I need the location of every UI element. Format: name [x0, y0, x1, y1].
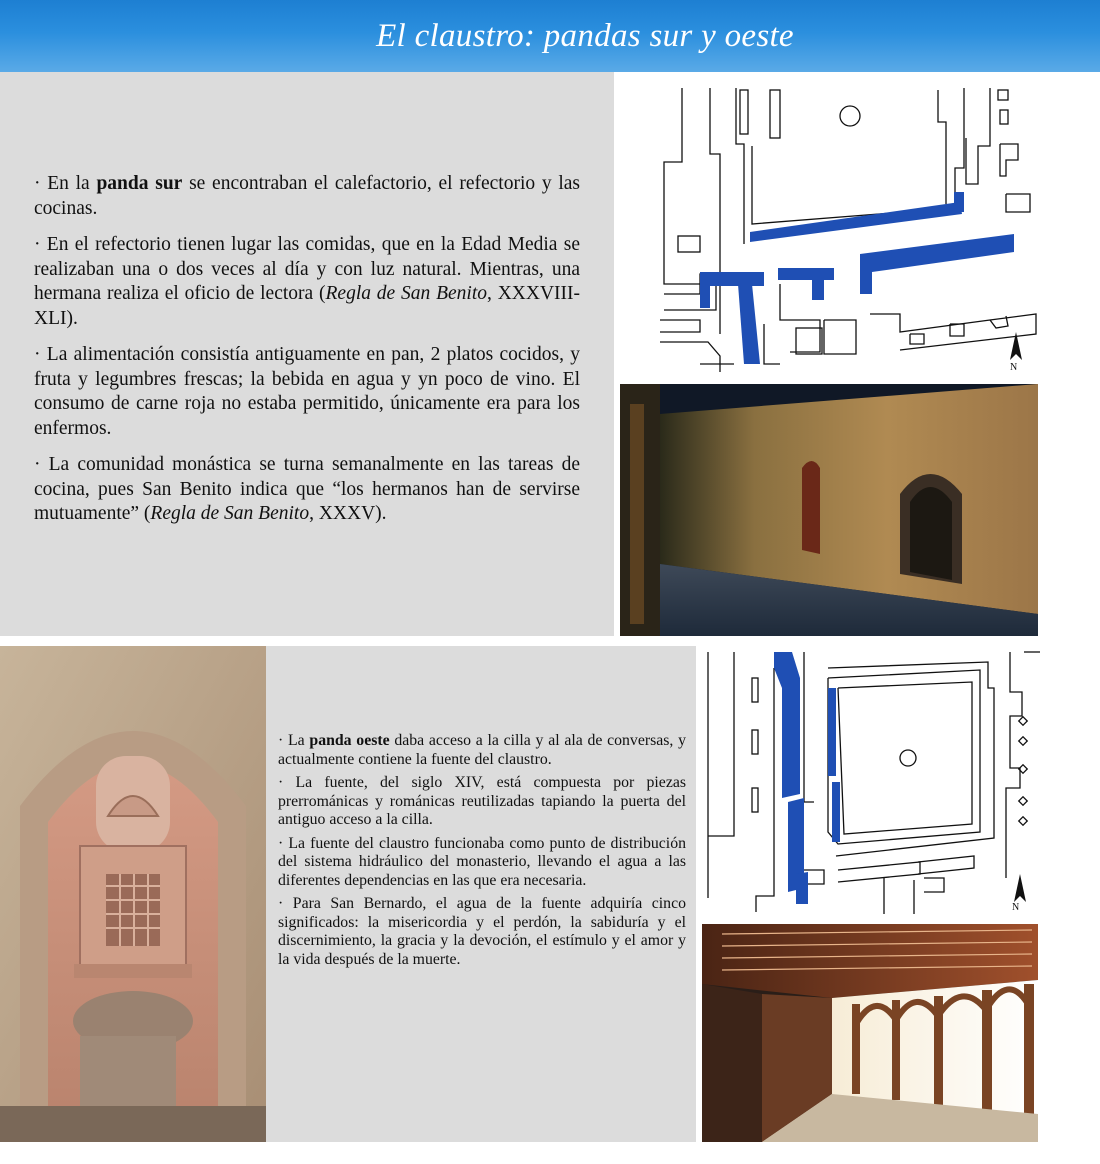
north-label: N: [1010, 362, 1018, 372]
arcade-image: [702, 924, 1038, 1142]
south-text: [34, 172, 580, 539]
west-paragraph-2: · La fuente, del siglo XIV, está compuesta por piezas prerrománicas y románicas reutilizadas tapiando la puerta del antiguo acceso a la cilla.: [278, 774, 686, 828]
west-paragraph-3: · La fuente del claustro funcionaba como punto de distribución del sistema hidráulico del monasterio, llevando el agua a las diferentes dependencias en las que era necesaria.: [278, 834, 686, 889]
south-paragraph-1: · En la panda sur se encontraban el calefactorio, el refectorio y las cocinas.: [34, 173, 580, 219]
cloister-arcade-photo: [702, 924, 1038, 1142]
west-wing-plan: [704, 648, 1040, 916]
south-paragraph-4: · La comunidad monástica se turna semanalmente en las tareas de cocina, pues San Benito indica que “los hermanos han de servirse mutuamente” (Regla de San Benito, XXXV).: [34, 454, 580, 524]
header-banner: [0, 0, 1100, 72]
north-label: N: [1012, 902, 1020, 913]
corridor-image: [620, 384, 1038, 636]
west-paragraph-1: · La panda oeste daba acceso a la cilla y al ala de conversas, y actualmente contiene la fuente del claustro.: [278, 732, 686, 768]
south-wing-plan-drawing: [660, 84, 1040, 372]
west-wing-plan-drawing: [704, 648, 1040, 916]
west-paragraph-4: · Para San Bernardo, el agua de la fuente adquiría cinco significados: la misericordia y el perdón, la sabiduría y el discernimiento, la gracia y la devoción, el estímulo y el amor y la vida después de la muerte.: [278, 895, 686, 968]
south-wing-corridor-photo: [620, 384, 1038, 636]
cloister-fountain-photo: [0, 646, 266, 1142]
south-paragraph-2: · En el refectorio tienen lugar las comidas, que en la Edad Media se realizaban una o dos veces al día y con luz natural. Mientras, una hermana realiza el oficio de lectora (Regla de San Benito, XXXVIII-XLI).: [34, 234, 580, 329]
west-text: [278, 732, 686, 974]
south-wing-plan: [660, 84, 1040, 372]
fountain-image: [0, 646, 266, 1142]
north-arrow-icon: [1014, 874, 1026, 902]
page-title: El claustro: pandas sur y oeste: [376, 18, 794, 54]
south-paragraph-3: · La alimentación consistía antiguamente en pan, 2 platos cocidos, y fruta y legumbres frescas; la bebida en agua y yn poco de vino. El consumo de carne roja no estaba permitido, únicamente era para los enfermos.: [34, 344, 580, 439]
